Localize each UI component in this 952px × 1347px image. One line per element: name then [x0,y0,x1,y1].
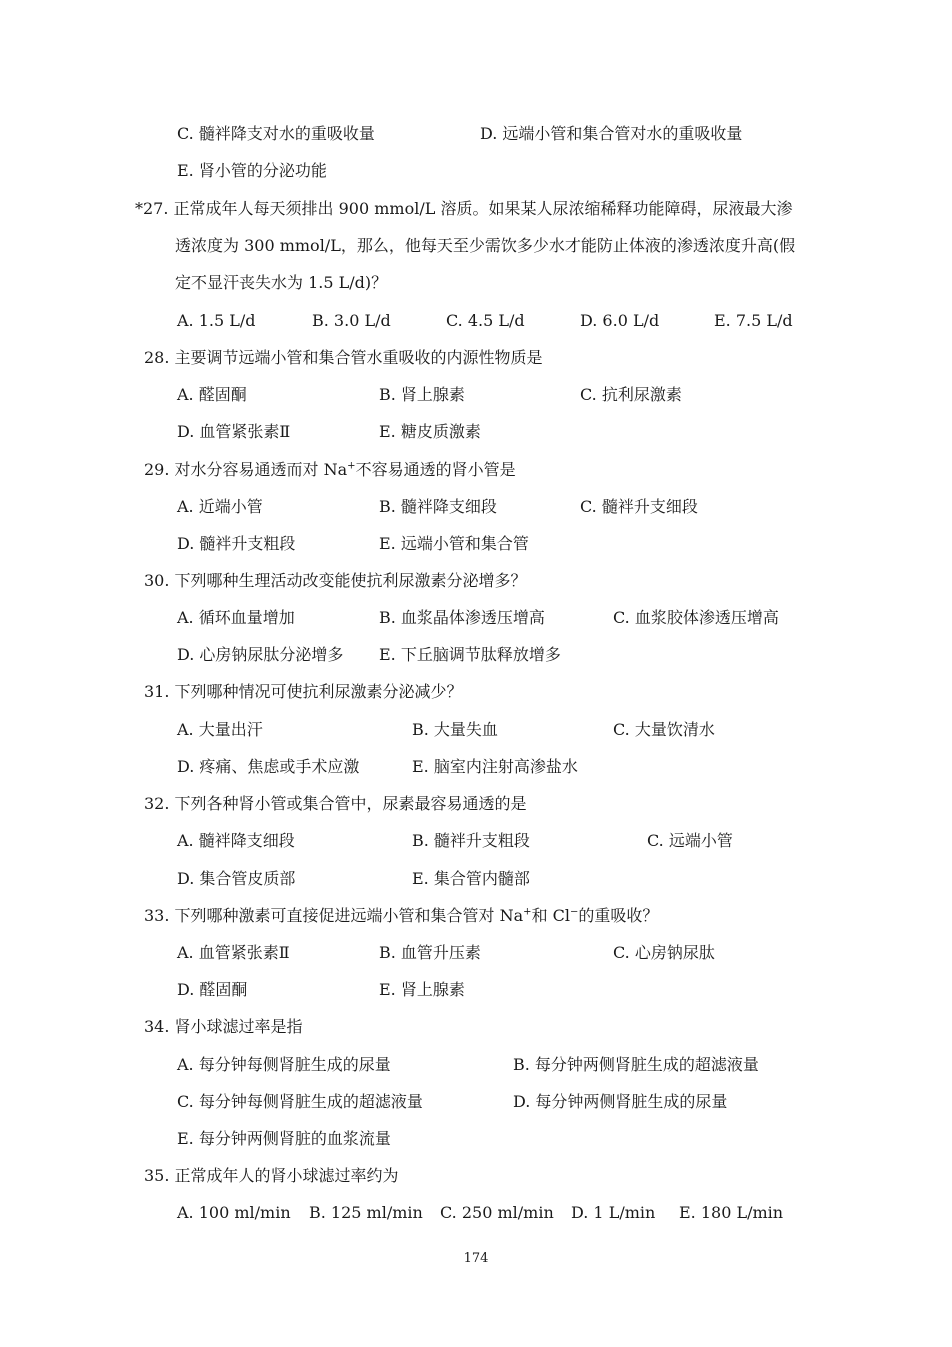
q34-option-e: E. 每分钟两侧肾脏的血浆流量 [177,1129,391,1148]
q29-option-d: D. 髓袢升支粗段 [177,534,296,553]
q27-stem-line-2: 透浓度为 300 mmol/L，那么，他每天至少需饮多少水才能防止体液的渗透浓度升高(假 [175,236,796,255]
q31-stem: 31. 下列哪种情况可使抗利尿激素分泌减少？ [144,682,463,701]
q29-stem-text-end: 不容易通透的肾小管是 [355,460,516,479]
q27-stem-line-3: 定不显汗丧失水为 1.5 L/d)？ [175,273,388,292]
q35-stem: 35. 正常成年人的肾小球滤过率约为 [144,1166,399,1185]
sodium-charge-superscript: + [347,460,356,472]
q33-stem-text-mid: 和 Cl [531,906,571,925]
q27-option-c: C. 4.5 L/d [446,311,525,330]
q27-option-b: B. 3.0 L/d [312,311,391,330]
q33-stem-text: 33. 下列哪种激素可直接促进远端小管和集合管对 Na [144,906,524,925]
q28-option-e: E. 糖皮质激素 [379,422,481,441]
q31-option-e: E. 脑室内注射高渗盐水 [412,757,578,776]
q32-option-e: E. 集合管内髓部 [412,869,530,888]
q35-option-d: D. 1 L/min [571,1203,656,1222]
q31-option-d: D. 疼痛、焦虑或手术应激 [177,757,360,776]
q28-option-d: D. 血管紧张素Ⅱ [177,422,291,441]
q30-option-a: A. 循环血量增加 [177,608,295,627]
q27-option-d: D. 6.0 L/d [580,311,660,330]
q33-stem-text-end: 的重吸收？ [578,906,659,925]
q29-option-e: E. 远端小管和集合管 [379,534,529,553]
q26-option-c: C. 髓袢降支对水的重吸收量 [177,124,375,143]
q35-option-c: C. 250 ml/min [440,1203,554,1222]
q33-option-c: C. 心房钠尿肽 [613,943,715,962]
q32-option-b: B. 髓袢升支粗段 [412,831,530,850]
q30-option-d: D. 心房钠尿肽分泌增多 [177,645,344,664]
q34-option-a: A. 每分钟每侧肾脏生成的尿量 [177,1055,391,1074]
page-number: 174 [463,1251,489,1266]
q34-option-c: C. 每分钟每侧肾脏生成的超滤液量 [177,1092,423,1111]
q28-option-c: C. 抗利尿激素 [580,385,682,404]
q35-option-e: E. 180 L/min [679,1203,784,1222]
q33-stem [144,906,658,926]
q29-option-a: A. 近端小管 [177,497,263,516]
q28-option-b: B. 肾上腺素 [379,385,465,404]
q26-option-e: E. 肾小管的分泌功能 [177,161,327,180]
q28-stem: 28. 主要调节远端小管和集合管水重吸收的内源性物质是 [144,348,543,367]
q34-option-d: D. 每分钟两侧肾脏生成的尿量 [513,1092,728,1111]
q30-option-e: E. 下丘脑调节肽释放增多 [379,645,561,664]
q33-option-a: A. 血管紧张素Ⅱ [177,943,290,962]
q29-option-c: C. 髓袢升支细段 [580,497,698,516]
q27-option-e: E. 7.5 L/d [714,311,793,330]
q33-option-d: D. 醛固酮 [177,980,248,999]
q29-option-b: B. 髓袢降支细段 [379,497,497,516]
chloride-charge-superscript: − [570,906,579,918]
q33-option-b: B. 血管升压素 [379,943,481,962]
q32-option-d: D. 集合管皮质部 [177,869,296,888]
q33-option-e: E. 肾上腺素 [379,980,465,999]
q26-option-d: D. 远端小管和集合管对水的重吸收量 [480,124,743,143]
q34-stem: 34. 肾小球滤过率是指 [144,1017,303,1036]
q32-option-c: C. 远端小管 [647,831,733,850]
q35-option-a: A. 100 ml/min [177,1203,291,1222]
q29-stem [144,460,516,480]
q31-option-c: C. 大量饮清水 [613,720,715,739]
q32-option-a: A. 髓袢降支细段 [177,831,295,850]
q30-option-c: C. 血浆胶体渗透压增高 [613,608,779,627]
sodium-charge-superscript: + [523,906,532,918]
q35-option-b: B. 125 ml/min [309,1203,423,1222]
q29-stem-text: 29. 对水分容易通透而对 Na [144,460,348,479]
q31-option-b: B. 大量失血 [412,720,498,739]
q28-option-a: A. 醛固酮 [177,385,247,404]
q30-option-b: B. 血浆晶体渗透压增高 [379,608,545,627]
q32-stem: 32. 下列各种肾小管或集合管中，尿素最容易通透的是 [144,794,527,813]
q31-option-a: A. 大量出汗 [177,720,263,739]
q30-stem: 30. 下列哪种生理活动改变能使抗利尿激素分泌增多？ [144,571,527,590]
q34-option-b: B. 每分钟两侧肾脏生成的超滤液量 [513,1055,759,1074]
q27-stem-line-1: *27. 正常成年人每天须排出 900 mmol/L 溶质。如果某人尿浓缩稀释功能障碍，尿液最大渗 [135,199,793,218]
q27-option-a: A. 1.5 L/d [177,311,256,330]
